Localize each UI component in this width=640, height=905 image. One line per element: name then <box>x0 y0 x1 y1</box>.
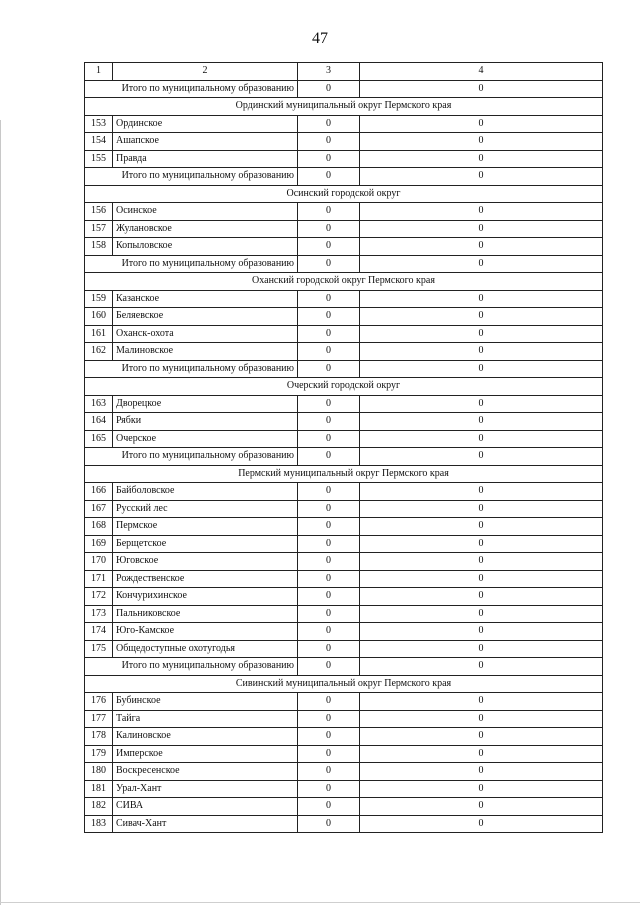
table-row <box>85 763 603 781</box>
total-label: Итого по муниципальному образованию <box>85 360 298 378</box>
value-col3: 0 <box>298 343 360 361</box>
table-row <box>85 798 603 816</box>
section-heading-row <box>85 98 603 116</box>
total-value-col3: 0 <box>298 80 360 98</box>
row-number: 175 <box>85 640 113 658</box>
section-heading: Ординский муниципальный округ Пермского края <box>85 98 603 116</box>
value-col3: 0 <box>298 728 360 746</box>
total-value-col4: 0 <box>360 658 603 676</box>
scan-bottom-line <box>0 902 640 903</box>
total-row <box>85 448 603 466</box>
total-row <box>85 80 603 98</box>
row-number: 168 <box>85 518 113 536</box>
hunting-ground-name: Имперское <box>113 745 298 763</box>
value-col3: 0 <box>298 115 360 133</box>
table-row <box>85 710 603 728</box>
value-col4: 0 <box>360 553 603 571</box>
value-col4: 0 <box>360 763 603 781</box>
total-label: Итого по муниципальному образованию <box>85 448 298 466</box>
value-col3: 0 <box>298 220 360 238</box>
hunting-ground-name: Пальниковское <box>113 605 298 623</box>
value-col4: 0 <box>360 623 603 641</box>
table-body <box>85 80 603 833</box>
value-col4: 0 <box>360 535 603 553</box>
value-col4: 0 <box>360 483 603 501</box>
row-number: 156 <box>85 203 113 221</box>
hunting-ground-name: Байболовское <box>113 483 298 501</box>
value-col3: 0 <box>298 238 360 256</box>
value-col3: 0 <box>298 605 360 623</box>
table-row <box>85 605 603 623</box>
table-row <box>85 203 603 221</box>
row-number: 170 <box>85 553 113 571</box>
total-label: Итого по муниципальному образованию <box>85 658 298 676</box>
row-number: 180 <box>85 763 113 781</box>
column-number-row <box>85 63 603 81</box>
table-row <box>85 623 603 641</box>
table-row <box>85 133 603 151</box>
value-col3: 0 <box>298 693 360 711</box>
table-row <box>85 640 603 658</box>
section-heading-row <box>85 185 603 203</box>
total-row <box>85 360 603 378</box>
value-col3: 0 <box>298 308 360 326</box>
row-number: 155 <box>85 150 113 168</box>
value-col4: 0 <box>360 290 603 308</box>
value-col4: 0 <box>360 220 603 238</box>
value-col3: 0 <box>298 395 360 413</box>
value-col3: 0 <box>298 203 360 221</box>
section-heading: Оханский городской округ Пермского края <box>85 273 603 291</box>
hunting-ground-name: Калиновское <box>113 728 298 746</box>
table-row <box>85 343 603 361</box>
hunting-ground-name: Осинское <box>113 203 298 221</box>
value-col4: 0 <box>360 150 603 168</box>
value-col3: 0 <box>298 588 360 606</box>
value-col4: 0 <box>360 413 603 431</box>
value-col4: 0 <box>360 588 603 606</box>
table-row <box>85 693 603 711</box>
row-number: 162 <box>85 343 113 361</box>
table-row <box>85 308 603 326</box>
table-row <box>85 483 603 501</box>
table-row <box>85 780 603 798</box>
value-col3: 0 <box>298 290 360 308</box>
value-col4: 0 <box>360 238 603 256</box>
value-col4: 0 <box>360 395 603 413</box>
row-number: 174 <box>85 623 113 641</box>
row-number: 166 <box>85 483 113 501</box>
hunting-ground-name: Казанское <box>113 290 298 308</box>
table-row <box>85 150 603 168</box>
value-col4: 0 <box>360 343 603 361</box>
row-number: 173 <box>85 605 113 623</box>
table-row <box>85 500 603 518</box>
table-row <box>85 745 603 763</box>
value-col3: 0 <box>298 535 360 553</box>
section-heading: Сивинский муниципальный округ Пермского края <box>85 675 603 693</box>
value-col3: 0 <box>298 430 360 448</box>
value-col3: 0 <box>298 133 360 151</box>
row-number: 160 <box>85 308 113 326</box>
value-col4: 0 <box>360 728 603 746</box>
total-value-col4: 0 <box>360 360 603 378</box>
hunting-ground-name: Ординское <box>113 115 298 133</box>
table-row <box>85 570 603 588</box>
table-row <box>85 553 603 571</box>
table-row <box>85 395 603 413</box>
hunting-ground-name: Юго-Камское <box>113 623 298 641</box>
row-number: 176 <box>85 693 113 711</box>
table-row <box>85 728 603 746</box>
value-col3: 0 <box>298 413 360 431</box>
hunting-ground-name: Воскресенское <box>113 763 298 781</box>
table-row <box>85 413 603 431</box>
total-value-col4: 0 <box>360 80 603 98</box>
section-heading: Очерский городской округ <box>85 378 603 396</box>
value-col3: 0 <box>298 745 360 763</box>
value-col3: 0 <box>298 798 360 816</box>
value-col4: 0 <box>360 518 603 536</box>
value-col4: 0 <box>360 570 603 588</box>
total-row <box>85 255 603 273</box>
value-col4: 0 <box>360 500 603 518</box>
row-number: 161 <box>85 325 113 343</box>
table-row <box>85 588 603 606</box>
hunting-ground-name: Беляевское <box>113 308 298 326</box>
section-heading: Пермский муниципальный округ Пермского края <box>85 465 603 483</box>
hunting-ground-name: Юговское <box>113 553 298 571</box>
hunting-ground-name: Очерское <box>113 430 298 448</box>
row-number: 158 <box>85 238 113 256</box>
section-heading: Осинский городской округ <box>85 185 603 203</box>
table-row <box>85 115 603 133</box>
column-header-3: 3 <box>298 63 360 81</box>
hunting-ground-name: Ашапское <box>113 133 298 151</box>
value-col3: 0 <box>298 553 360 571</box>
table-row <box>85 220 603 238</box>
value-col3: 0 <box>298 815 360 833</box>
hunting-ground-name: Малиновское <box>113 343 298 361</box>
value-col4: 0 <box>360 430 603 448</box>
total-value-col4: 0 <box>360 448 603 466</box>
total-value-col3: 0 <box>298 658 360 676</box>
row-number: 153 <box>85 115 113 133</box>
row-number: 154 <box>85 133 113 151</box>
hunting-ground-name: Правда <box>113 150 298 168</box>
value-col3: 0 <box>298 150 360 168</box>
value-col4: 0 <box>360 693 603 711</box>
hunting-ground-name: Дворецкое <box>113 395 298 413</box>
hunting-ground-name: Оханск-охота <box>113 325 298 343</box>
value-col3: 0 <box>298 500 360 518</box>
table-row <box>85 290 603 308</box>
hunting-ground-name: Кончурихинское <box>113 588 298 606</box>
table-row <box>85 518 603 536</box>
value-col4: 0 <box>360 605 603 623</box>
table-row <box>85 535 603 553</box>
row-number: 183 <box>85 815 113 833</box>
value-col3: 0 <box>298 570 360 588</box>
row-number: 163 <box>85 395 113 413</box>
value-col4: 0 <box>360 133 603 151</box>
hunting-ground-name: Рябки <box>113 413 298 431</box>
value-col4: 0 <box>360 815 603 833</box>
hunting-ground-name: Копыловское <box>113 238 298 256</box>
value-col4: 0 <box>360 308 603 326</box>
value-col4: 0 <box>360 325 603 343</box>
value-col4: 0 <box>360 710 603 728</box>
row-number: 179 <box>85 745 113 763</box>
value-col3: 0 <box>298 623 360 641</box>
total-value-col4: 0 <box>360 255 603 273</box>
table-row <box>85 238 603 256</box>
value-col3: 0 <box>298 483 360 501</box>
value-col4: 0 <box>360 798 603 816</box>
total-label: Итого по муниципальному образованию <box>85 255 298 273</box>
section-heading-row <box>85 675 603 693</box>
row-number: 157 <box>85 220 113 238</box>
hunting-ground-name: Берщетское <box>113 535 298 553</box>
value-col4: 0 <box>360 115 603 133</box>
value-col3: 0 <box>298 518 360 536</box>
table-row <box>85 815 603 833</box>
hunting-grounds-table <box>84 62 603 833</box>
page-number: 47 <box>312 30 328 47</box>
value-col4: 0 <box>360 780 603 798</box>
row-number: 169 <box>85 535 113 553</box>
section-heading-row <box>85 273 603 291</box>
table-row <box>85 325 603 343</box>
total-value-col3: 0 <box>298 168 360 186</box>
value-col3: 0 <box>298 780 360 798</box>
table-row <box>85 430 603 448</box>
total-label: Итого по муниципальному образованию <box>85 80 298 98</box>
total-value-col3: 0 <box>298 448 360 466</box>
hunting-ground-name: Сивач-Хант <box>113 815 298 833</box>
hunting-ground-name: СИВА <box>113 798 298 816</box>
value-col4: 0 <box>360 745 603 763</box>
total-label: Итого по муниципальному образованию <box>85 168 298 186</box>
column-header-4: 4 <box>360 63 603 81</box>
section-heading-row <box>85 378 603 396</box>
value-col4: 0 <box>360 640 603 658</box>
hunting-ground-name: Общедоступные охотугодья <box>113 640 298 658</box>
row-number: 181 <box>85 780 113 798</box>
row-number: 165 <box>85 430 113 448</box>
value-col3: 0 <box>298 640 360 658</box>
section-heading-row <box>85 465 603 483</box>
total-row <box>85 658 603 676</box>
hunting-ground-name: Пермское <box>113 518 298 536</box>
row-number: 167 <box>85 500 113 518</box>
hunting-ground-name: Тайга <box>113 710 298 728</box>
column-header-2: 2 <box>113 63 298 81</box>
row-number: 182 <box>85 798 113 816</box>
column-header-1: 1 <box>85 63 113 81</box>
total-value-col4: 0 <box>360 168 603 186</box>
row-number: 159 <box>85 290 113 308</box>
value-col3: 0 <box>298 763 360 781</box>
hunting-ground-name: Бубинское <box>113 693 298 711</box>
value-col3: 0 <box>298 710 360 728</box>
total-value-col3: 0 <box>298 360 360 378</box>
total-value-col3: 0 <box>298 255 360 273</box>
hunting-ground-name: Урал-Хант <box>113 780 298 798</box>
value-col3: 0 <box>298 325 360 343</box>
total-row <box>85 168 603 186</box>
hunting-ground-name: Русский лес <box>113 500 298 518</box>
row-number: 164 <box>85 413 113 431</box>
row-number: 178 <box>85 728 113 746</box>
scan-edge-line <box>0 120 1 905</box>
row-number: 172 <box>85 588 113 606</box>
hunting-ground-name: Рождественское <box>113 570 298 588</box>
row-number: 171 <box>85 570 113 588</box>
value-col4: 0 <box>360 203 603 221</box>
hunting-ground-name: Жулановское <box>113 220 298 238</box>
row-number: 177 <box>85 710 113 728</box>
